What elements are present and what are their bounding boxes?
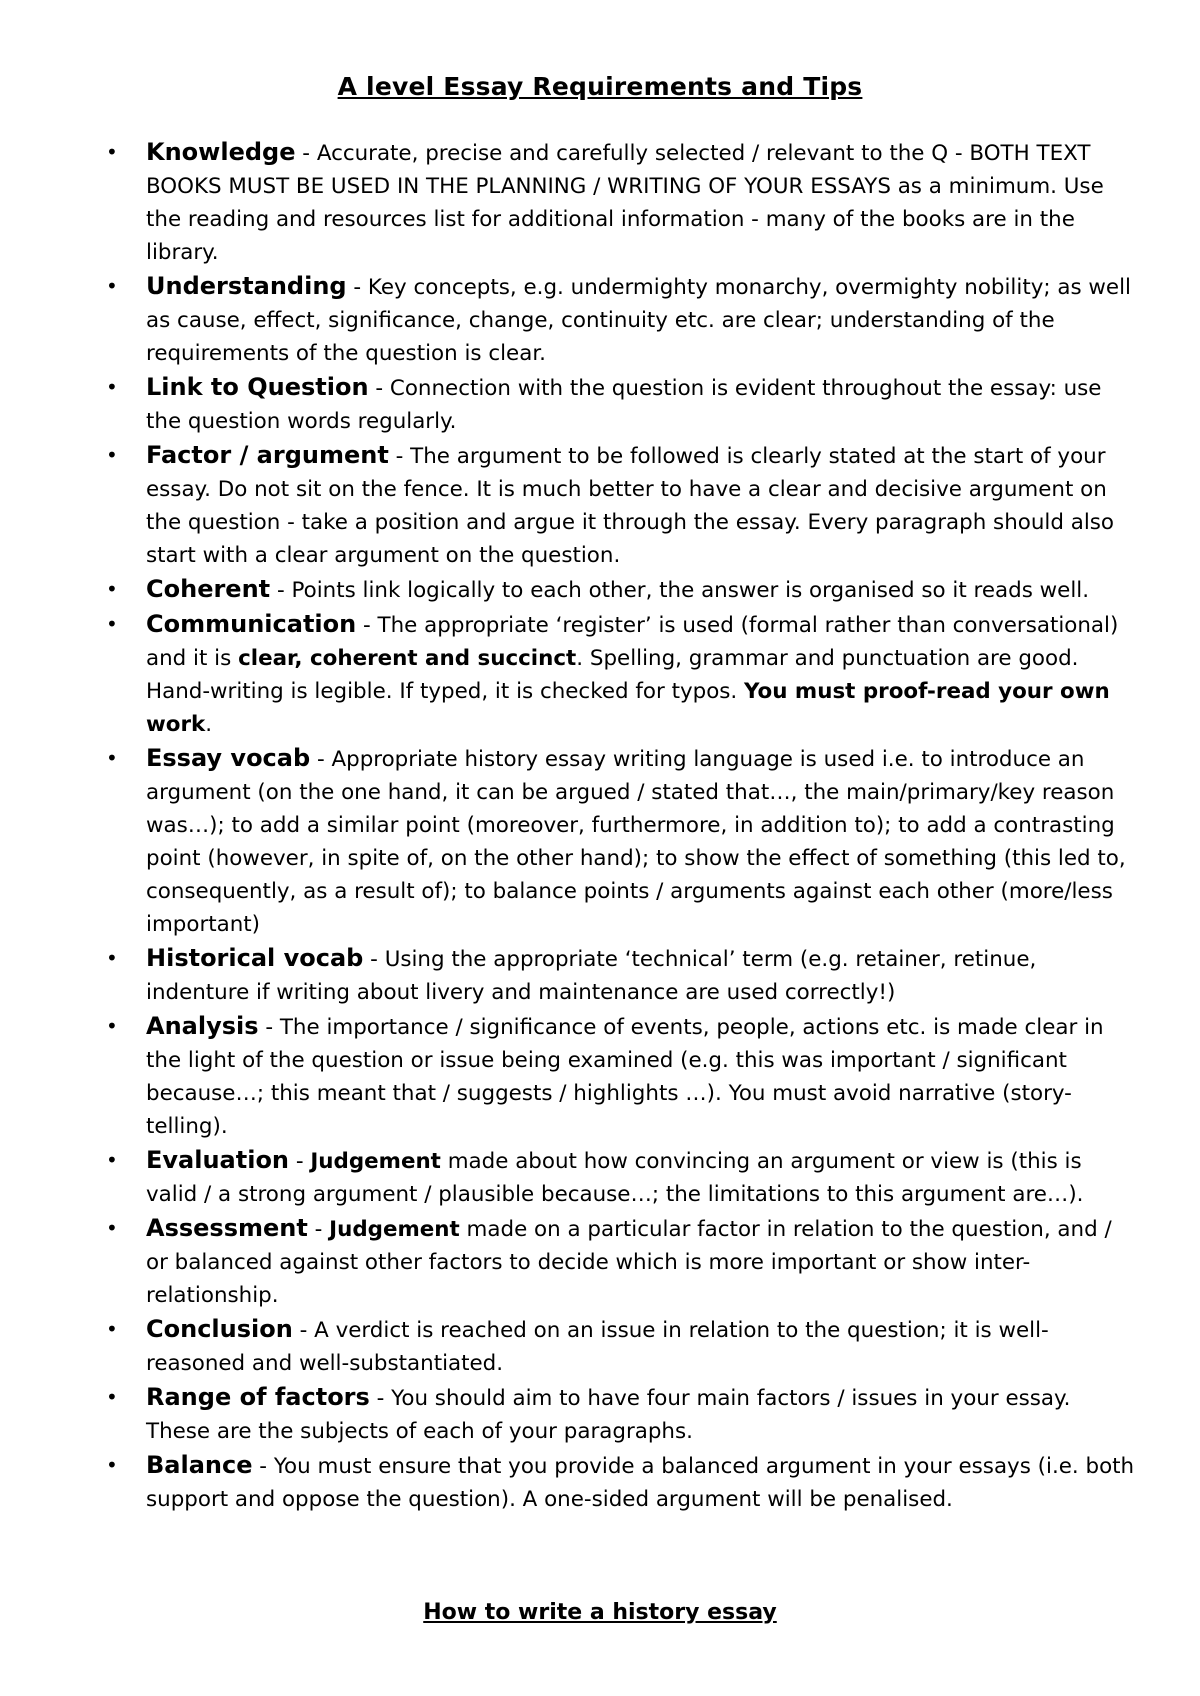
item-emphasis: clear, coherent and succinct [238,646,577,671]
item-separator: - [258,1015,280,1040]
item-term: Range of factors [146,1383,370,1411]
item-text: Key concepts, e.g. undermighty monarchy, overmighty nobility; as well as cause, effect, significance, change, continuity etc. are clear; understanding of the requirements of the question is clear. [146,275,1131,366]
item-separator: - [252,1454,274,1479]
item-separator: - [310,747,332,772]
item-term: Coherent [146,575,271,603]
list-item [102,1212,1138,1312]
bullet-icon: • [106,1148,118,1172]
bullet-icon: • [106,577,118,601]
list-item [102,742,1138,941]
bullet-icon: • [106,1317,118,1341]
bullet-icon: • [106,746,118,770]
item-term: Communication [146,610,357,638]
item-text: Connection with the question is evident throughout the essay: use the question words regularly. [146,376,1102,434]
list-item [102,608,1138,741]
item-separator: - [388,444,411,469]
item-text: Appropriate history essay writing language is used i.e. to introduce an argument (on the one hand, it can be argued / stated that…, the main/primary/key reason was…); to add a similar point (moreover, furthermore, in addition to); to add a contrasting point (however, in spite of, on the other hand); to show the effect of something (this led to, consequently, as a result of); to balance points / arguments against each other (more/less important) [146,747,1126,937]
list-item [102,270,1138,370]
item-text: You must ensure that you provide a balanced argument in your essays (i.e. both support and oppose the question). A one-sided argument will be penalised. [146,1454,1135,1512]
item-emphasis: You must proof-read your own work [146,679,1110,737]
item-term: Essay vocab [146,744,311,772]
requirements-list [102,136,1138,1517]
list-item [102,1144,1138,1211]
item-emphasis: Judgement [329,1217,460,1242]
list-item [102,136,1138,269]
item-text: The importance / significance of events, people, actions etc. is made clear in the light of the question or issue being examined (e.g. this was important / significant because…; this meant that / suggests / highlights …). You must avoid narrative (story-telling). [146,1015,1104,1139]
item-term: Analysis [146,1012,259,1040]
section-heading: How to write a history essay [423,1600,777,1625]
bullet-icon: • [106,443,118,467]
bullet-icon: • [106,1216,118,1240]
item-text: . Spelling, grammar and punctuation are good. Hand-writing is legible. If typed, it is checked for typos. [146,646,1079,704]
list-item [102,1010,1138,1143]
item-term: Historical vocab [146,944,364,972]
item-emphasis: Judgement [310,1149,441,1174]
item-term: Evaluation [146,1146,290,1174]
list-item [102,573,1138,607]
item-term: Factor / argument [146,441,389,469]
item-separator: - [270,578,292,603]
item-text: You should aim to have four main factors / issues in your essay. These are the subjects of each of your paragraphs. [146,1386,1071,1444]
list-item [102,942,1138,1009]
item-separator: - [307,1217,330,1242]
item-text: Using the appropriate ‘technical’ term (e.g. retainer, retinue, indenture if writing about livery and maintenance are used correctly!) [146,947,1037,1005]
bullet-icon: • [106,1014,118,1038]
item-separator: - [289,1149,311,1174]
list-item [102,1313,1138,1380]
item-term: Knowledge [146,138,296,166]
list-item [102,439,1138,572]
item-text: made about how convincing an argument or view is (this is valid / a strong argument / plausible because…; the limitations to this argument are…). [146,1149,1084,1207]
bullet-icon: • [106,1385,118,1409]
item-text: Points link logically to each other, the answer is organised so it reads well. [291,578,1090,603]
item-separator: - [346,275,368,300]
bullet-icon: • [106,375,118,399]
item-text: made on a particular factor in relation to the question, and / or balanced against other factors to decide which is more important or show inter-relationship. [146,1217,1112,1308]
bullet-icon: • [106,612,118,636]
item-separator: - [295,141,317,166]
bullet-icon: • [106,946,118,970]
list-item [102,1449,1138,1516]
bullet-icon: • [106,140,118,164]
list-item [102,371,1138,438]
bullet-icon: • [106,1453,118,1477]
item-separator: - [369,1386,392,1411]
item-term: Assessment [146,1214,308,1242]
bullet-icon: • [106,274,118,298]
item-separator: - [363,947,385,972]
item-separator: - [356,613,378,638]
list-item [102,1381,1138,1448]
item-term: Understanding [146,272,347,300]
item-text: The appropriate ‘register’ is used (formal rather than conversational) and it is [146,613,1119,671]
item-term: Conclusion [146,1315,293,1343]
item-separator: - [368,376,390,401]
item-text: Accurate, precise and carefully selected / relevant to the Q - BOTH TEXT BOOKS MUST BE USED IN THE PLANNING / WRITING OF YOUR ESSAYS as a minimum. Use the reading and resources list for additional information - many of the books are in the library. [146,141,1104,265]
item-term: Link to Question [146,373,369,401]
item-text: . [205,712,213,737]
item-text: A verdict is reached on an issue in relation to the question; it is well-reasoned and well-substantiated. [146,1318,1049,1376]
item-term: Balance [146,1451,253,1479]
item-separator: - [292,1318,315,1343]
page-title: A level Essay Requirements and Tips [337,72,863,101]
item-text: The argument to be followed is clearly stated at the start of your essay. Do not sit on the fence. It is much better to have a clear and decisive argument on the question - take a position and argue it through the essay. Every paragraph should also start with a clear argument on the question. [146,444,1114,568]
